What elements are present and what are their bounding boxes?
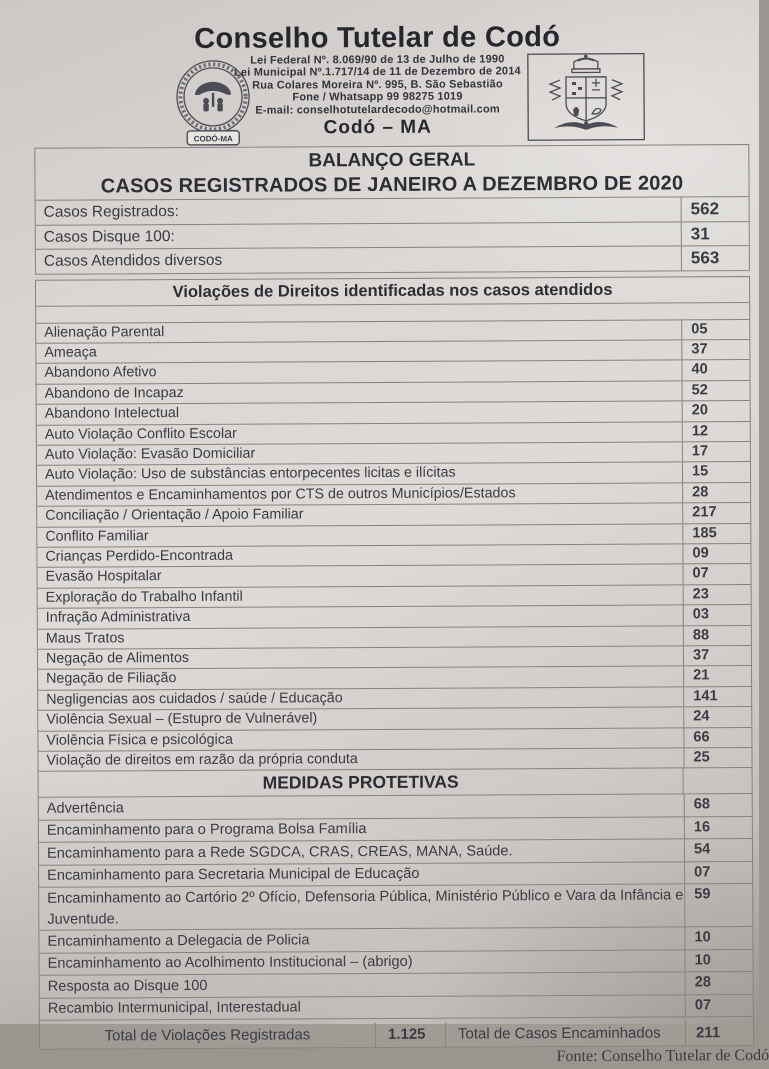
row-value: 52	[682, 381, 750, 401]
row-label: Auto Violação Conflito Escolar	[37, 422, 682, 445]
row-value: 54	[684, 840, 752, 862]
row-value: 562	[681, 197, 749, 221]
violations-section-title: Violações de Direitos identificadas nos casos atendidos	[36, 277, 749, 307]
row-label: Ameaça	[36, 340, 681, 363]
row-value: 217	[682, 503, 750, 523]
row-value: 07	[685, 995, 753, 1017]
row-label: Abandono de Incapaz	[37, 381, 682, 404]
seal-caption: CODÓ-MA	[194, 134, 233, 143]
phone-line: Fone / Whatsapp 99 98275 1019	[0, 89, 757, 105]
balanco-title: BALANÇO GERAL	[39, 147, 744, 175]
total-forwarded-label: Total de Casos Encaminhados	[446, 1022, 685, 1047]
row-label: Maus Tratos	[38, 626, 683, 649]
violations-table	[35, 276, 754, 1050]
row-value: 68	[684, 795, 752, 817]
row-value: 59	[684, 885, 752, 927]
row-label: Encaminhamento a Delegacia de Policia	[39, 928, 684, 953]
total-forwarded-value: 211	[685, 1021, 753, 1045]
row-label: Encaminhamento ao Cartório 2º Ofício, Defensoria Pública, Ministério Público e Vara da Infância e Juventude.	[39, 885, 684, 930]
row-value: 31	[681, 222, 749, 246]
row-label: Negação de Alimentos	[38, 646, 683, 669]
row-label: Abandono Intelectual	[37, 402, 682, 425]
balanco-header	[35, 145, 748, 200]
row-value: 66	[683, 728, 751, 748]
row-label: Negligencias aos cuidados / saúde / Educação	[38, 687, 683, 710]
organization-title: Conselho Tutelar de Codó	[0, 20, 757, 56]
row-label: Auto Violação: Uso de substâncias entorpecentes licitas e ilícitas	[37, 463, 682, 486]
balanco-subtitle: CASOS REGISTRADOS DE JANEIRO A DEZEMBRO DE 2020	[39, 171, 744, 199]
row-value: 23	[683, 585, 751, 605]
row-value: 24	[683, 707, 751, 727]
source-note: Fonte: Conselho Tutelar de Codó	[3, 1047, 769, 1069]
row-label: Abandono Afetivo	[36, 361, 681, 384]
row-value: 16	[684, 817, 752, 839]
row-label: Advertência	[39, 795, 684, 820]
table-row	[39, 885, 752, 931]
tutelar-council-seal-icon	[161, 57, 266, 155]
row-label: Encaminhamento ao Acolhimento Institucional – (abrigo)	[40, 950, 685, 975]
protective-measures-title: MEDIDAS PROTETIVAS	[39, 769, 683, 797]
row-value: 09	[682, 544, 750, 564]
address-line: Rua Colares Moreira Nº. 995, B. São Sebastião	[0, 77, 757, 93]
total-violations-value: 1.125	[376, 1023, 446, 1047]
row-label: Encaminhamento para Secretaria Municipal de Educação	[39, 862, 684, 887]
row-value: 141	[683, 687, 751, 707]
row-label: Evasão Hospitalar	[38, 565, 683, 588]
row-label: Auto Violação: Evasão Domiciliar	[37, 442, 682, 465]
row-value: 25	[683, 748, 751, 768]
row-label: Crianças Perdido-Encontrada	[37, 544, 682, 567]
row-value: 10	[685, 950, 753, 972]
email-line: E-mail: conselhotutelardecodo@hotmail.com	[0, 102, 757, 118]
totals-row	[40, 1017, 753, 1049]
row-value: 15	[682, 462, 750, 482]
total-violations-label: Total de Violações Registradas	[40, 1023, 376, 1049]
table-row	[36, 221, 749, 249]
row-value: 07	[684, 862, 752, 884]
row-value: 40	[681, 360, 749, 380]
protective-measures-header	[39, 769, 752, 799]
row-value: 28	[682, 483, 750, 503]
row-label: Encaminhamento para a Rede SGDCA, CRAS, CREAS, MANA, Saúde.	[39, 840, 684, 865]
table-row	[36, 245, 749, 273]
row-value: 37	[681, 340, 749, 360]
row-label: Violação de direitos em razão da própria conduta	[38, 748, 683, 771]
municipal-law-line: Lei Municipal Nº.1.717/14 de 11 de Dezembro de 2014	[0, 64, 757, 80]
row-value: 37	[683, 646, 751, 666]
row-label: Encaminhamento para o Programa Bolsa Família	[39, 817, 684, 842]
row-label: Conciliação / Orientação / Apoio Familiar	[37, 504, 682, 527]
row-label: Alienação Parental	[36, 320, 681, 343]
row-value: 21	[683, 666, 751, 686]
federal-law-line: Lei Federal Nº. 8.069/90 de 13 de Julho de 1990	[0, 52, 757, 68]
row-value: 10	[684, 927, 752, 949]
row-value: 185	[682, 524, 750, 544]
row-value: 17	[682, 442, 750, 462]
row-value: 88	[683, 626, 751, 646]
balanco-table	[34, 144, 750, 274]
row-value: 12	[682, 422, 750, 442]
row-label: Atendimentos e Encaminhamentos por CTS de outros Municípios/Estados	[37, 483, 682, 506]
row-value: 03	[683, 605, 751, 625]
row-label: Negação de Filiação	[38, 667, 683, 690]
row-label: Infração Administrativa	[38, 606, 683, 629]
row-label: Violência Sexual – (Estupro de Vulnerável)	[38, 708, 683, 731]
row-label: Recambio Intermunicipal, Interestadual	[40, 995, 685, 1020]
row-value: 20	[682, 401, 750, 421]
codo-coat-of-arms-icon	[526, 52, 646, 148]
row-label: Casos Registrados:	[36, 197, 681, 224]
row-value: 563	[681, 246, 749, 270]
row-value: 07	[682, 564, 750, 584]
row-label: Conflito Familiar	[37, 524, 682, 547]
row-label: Casos Disque 100:	[36, 222, 681, 249]
row-label: Violência Física e psicológica	[38, 728, 683, 751]
city-state-label: Codó – MA	[0, 115, 757, 141]
row-label: Casos Atendidos diversos	[36, 246, 681, 273]
row-label: Resposta ao Disque 100	[40, 973, 685, 998]
empty-value-cell	[683, 769, 752, 794]
row-value: 05	[681, 320, 749, 340]
row-label: Exploração do Trabalho Infantil	[38, 585, 683, 608]
table-row	[36, 196, 749, 224]
row-value: 28	[685, 972, 753, 994]
